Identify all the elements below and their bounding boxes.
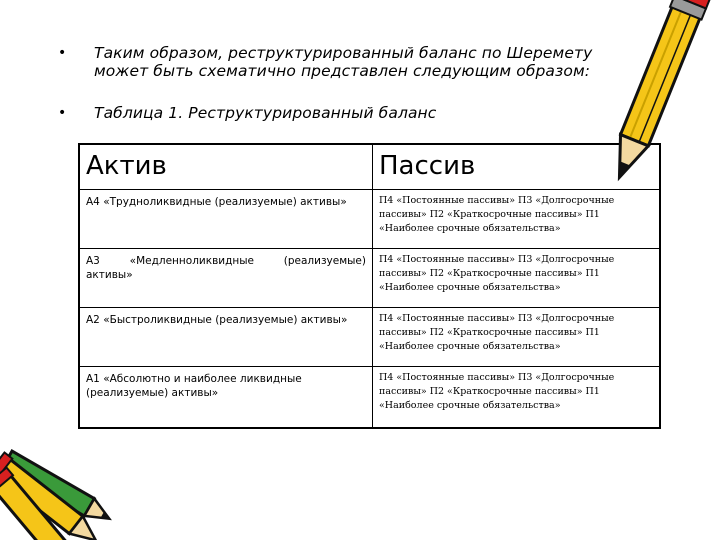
pencils-icon [0, 428, 130, 540]
active-cell: А4 «Труднoликвидные (реализуемые) активы» [79, 190, 373, 249]
active-cell: А2 «Быстроликвидные (реализуемые) активы» [79, 308, 373, 367]
table-row [79, 249, 660, 308]
table-caption: Таблица 1. Реструктурированный баланс [94, 104, 437, 122]
passive-cell: П4 «Постоянные пассивы» П3 «Долгосрочные пассивы» П2 «Краткосрочные пассивы» П1 «Наиболее срочные обязательства» [373, 190, 661, 249]
pencil-icon [590, 0, 720, 205]
active-cell [79, 249, 373, 308]
table-row [79, 190, 660, 249]
bullet-item [58, 44, 618, 80]
bullet-marker: • [58, 105, 67, 121]
intro-text [58, 44, 618, 122]
active-cell: А1 «Абсолютно и наиболее ликвидные (реализуемые) активы» [79, 367, 373, 429]
bullet-text-line: Таким образом, реструктурированный баланс по Шеремету [94, 44, 593, 62]
table-row [79, 367, 660, 429]
active-cell-line: А3 «Медленноликвидные (реализуемые) [86, 255, 366, 267]
balance-table [78, 143, 661, 429]
table-row [79, 308, 660, 367]
passive-cell: П4 «Постоянные пассивы» П3 «Долгосрочные пассивы» П2 «Краткосрочные пассивы» П1 «Наиболее срочные обязательства» [373, 367, 661, 429]
bullet-item [58, 104, 618, 122]
header-active: Актив [79, 144, 373, 190]
bullet-marker: • [58, 45, 67, 61]
passive-cell: П4 «Постоянные пассивы» П3 «Долгосрочные пассивы» П2 «Краткосрочные пассивы» П1 «Наиболее срочные обязательства» [373, 308, 661, 367]
table-header-row [79, 144, 660, 190]
active-cell-line: активы» [86, 269, 133, 281]
header-passive: Пассив [373, 144, 661, 190]
passive-cell: П4 «Постоянные пассивы» П3 «Долгосрочные пассивы» П2 «Краткосрочные пассивы» П1 «Наиболее срочные обязательства» [373, 249, 661, 308]
bullet-text-line: может быть схематично представлен следующим образом: [94, 62, 591, 80]
